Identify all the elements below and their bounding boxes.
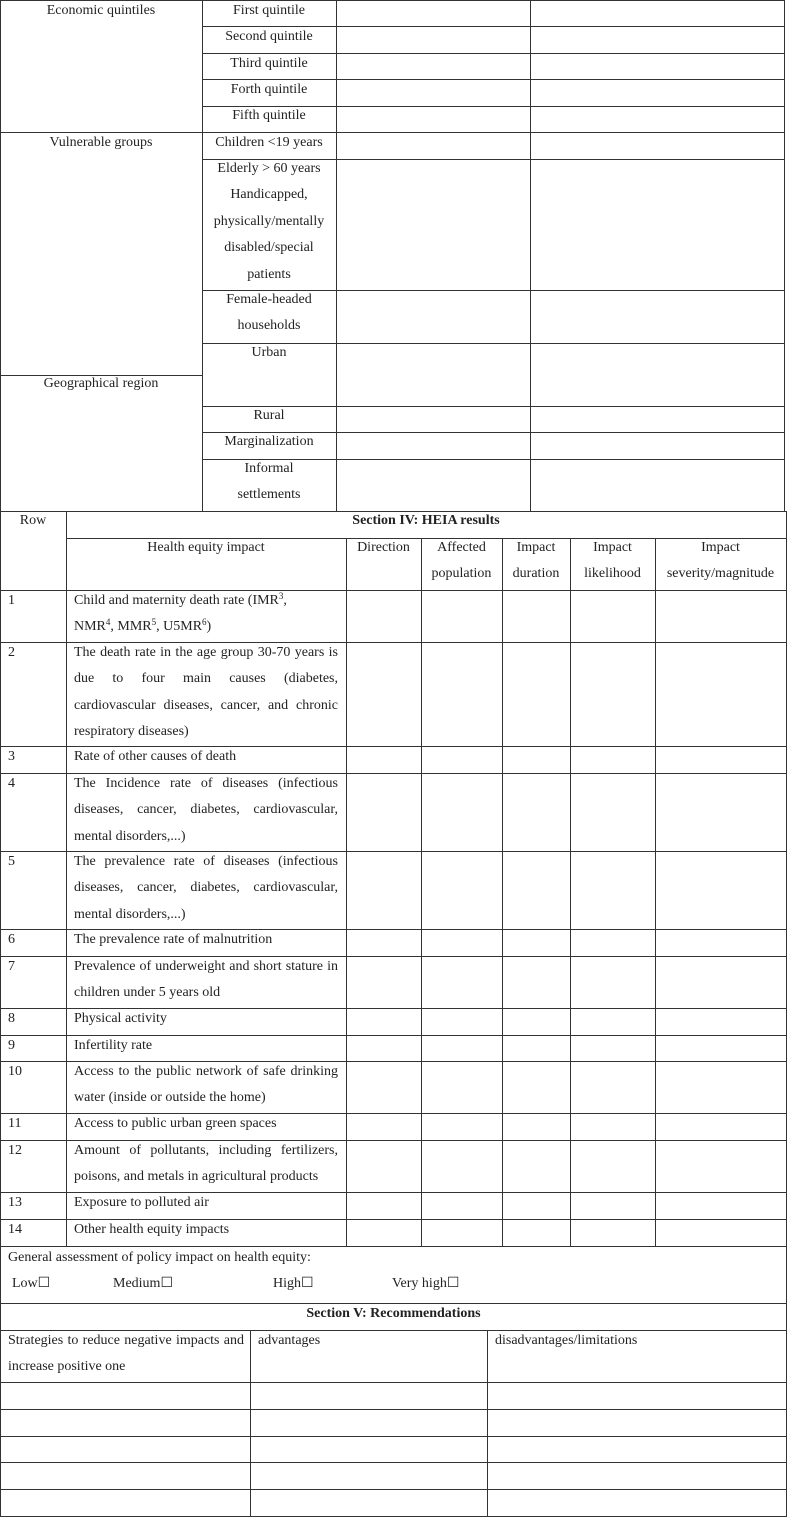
row-number: 4: [8, 776, 15, 791]
row-number: 2: [8, 645, 15, 660]
col-impact-likelihood: Impact likelihood: [584, 540, 641, 582]
economic-quintiles-label: Economic quintiles: [46, 3, 156, 18]
quintile-1: First quintile: [233, 3, 305, 18]
row-number: 14: [8, 1222, 22, 1237]
row-number: 12: [8, 1143, 22, 1158]
row-number: 9: [8, 1038, 15, 1053]
row-text: The death rate in the age group 30-70 years is due to four main causes (diabetes, cardiovascular diseases, cancer, and chronic respiratory diseases): [74, 645, 338, 740]
row-text: Access to public urban green spaces: [74, 1116, 277, 1131]
row-text: Other health equity impacts: [74, 1222, 230, 1237]
col-health-equity-impact: Health equity impact: [147, 540, 265, 555]
checkbox-very-high[interactable]: Very high☐: [392, 1276, 460, 1291]
quintile-3: Third quintile: [230, 56, 308, 71]
row-number: 10: [8, 1064, 22, 1079]
quintile-2: Second quintile: [225, 29, 313, 44]
col-impact-severity: Impact severity/magnitude: [666, 540, 775, 582]
rural-region: Rural: [253, 408, 285, 423]
col-impact-duration: Impact duration: [512, 540, 560, 582]
row-text: Infertility rate: [74, 1038, 153, 1053]
geographical-region-label: Geographical region: [43, 376, 159, 391]
row-header: Row: [19, 513, 47, 528]
checkbox-medium[interactable]: Medium☐: [113, 1276, 173, 1291]
row-text: Child and maternity death rate (IMR$^3$, NMR$^4$, MMR$^5$, $U5MR^6$): [74, 591, 287, 635]
row-text: Prevalence of underweight and short stature in children under 5 years old: [74, 959, 338, 1001]
col-disadvantages: disadvantages/limitations: [495, 1333, 638, 1348]
female-headed-group: Female-headed households: [226, 292, 312, 334]
col-advantages: advantages: [258, 1333, 321, 1348]
row-number: 13: [8, 1195, 22, 1210]
row-number: 8: [8, 1011, 15, 1026]
col-affected-population: Affected population: [431, 540, 492, 582]
elderly-handicapped-group: Elderly > 60 years Handicapped, physically/mentally disabled/special patients: [213, 161, 325, 282]
section-v-title: Section V: Recommendations: [306, 1306, 481, 1321]
general-assessment-label: General assessment of policy impact on health equity:: [8, 1250, 311, 1265]
col-strategies: Strategies to reduce negative impacts and increase positive one: [8, 1333, 244, 1375]
row-number: 11: [8, 1116, 22, 1131]
row-number: 7: [8, 959, 15, 974]
quintile-5: Fifth quintile: [232, 108, 306, 123]
row-text: Exposure to polluted air: [74, 1195, 209, 1210]
row-text: The prevalence rate of malnutrition: [74, 932, 273, 947]
urban-region: Urban: [251, 345, 287, 360]
marginalization-region: Marginalization: [224, 434, 314, 449]
row-text: Rate of other causes of death: [74, 749, 237, 764]
checkbox-low[interactable]: Low☐: [12, 1276, 51, 1291]
quintile-4: Forth quintile: [230, 82, 308, 97]
row-text: Access to the public network of safe drinking water (inside or outside the home): [74, 1064, 338, 1106]
informal-settlements-region: Informal settlements: [237, 461, 301, 503]
row-number: 3: [8, 749, 15, 764]
row-text: Physical activity: [74, 1011, 167, 1026]
checkbox-high[interactable]: High☐: [273, 1276, 314, 1291]
section-iv-title: Section IV: HEIA results: [352, 513, 500, 528]
row-number: 6: [8, 932, 15, 947]
row-number: 5: [8, 854, 15, 869]
col-direction: Direction: [357, 540, 410, 555]
children-group: Children <19 years: [215, 135, 323, 150]
row-text: The prevalence rate of diseases (infectious diseases, cancer, diabetes, cardiovascular, mental disorders,...): [74, 854, 338, 922]
vulnerable-groups-label: Vulnerable groups: [49, 135, 153, 150]
row-number: 1: [8, 593, 15, 608]
row-text: The Incidence rate of diseases (infectious diseases, cancer, diabetes, cardiovascular, mental disorders,...): [74, 776, 338, 844]
row-text: Amount of pollutants, including fertilizers, poisons, and metals in agricultural products: [74, 1143, 338, 1185]
